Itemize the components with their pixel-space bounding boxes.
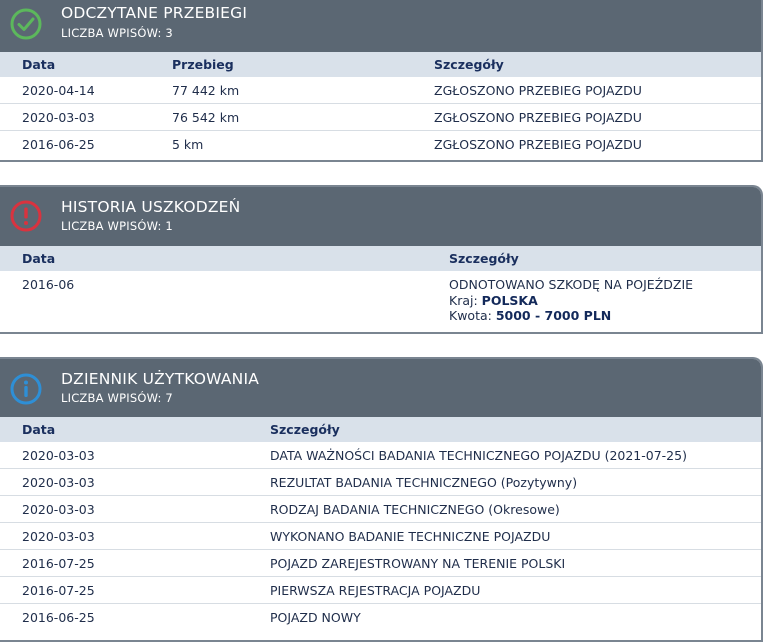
table-row	[0, 469, 761, 496]
usage-card	[0, 357, 763, 642]
column-header-date: Data	[22, 251, 56, 266]
row-details: REZULTAT BADANIA TECHNICZNEGO (Pozytywny)	[270, 475, 578, 490]
row-date: 2016-07-25	[22, 583, 95, 598]
country-label: Kraj:	[449, 292, 478, 308]
table-row	[0, 604, 761, 631]
row-mileage: 5 km	[172, 137, 204, 152]
column-header-date: Data	[22, 422, 56, 437]
row-date: 2016-06-25	[22, 610, 95, 625]
table-row	[0, 496, 761, 523]
mileage-card-header	[0, 0, 761, 52]
info-circle-icon	[10, 373, 42, 405]
row-date: 2016-06-25	[22, 137, 95, 152]
row-details: ZGŁOSZONO PRZEBIEG POJAZDU	[434, 110, 642, 125]
amount-label: Kwota:	[449, 308, 492, 323]
usage-count: LICZBA WPISÓW: 7	[61, 391, 173, 405]
row-date: 2020-03-03	[22, 448, 95, 463]
row-details: POJAZD NOWY	[270, 610, 361, 625]
row-date: 2020-03-03	[22, 475, 95, 490]
table-row	[0, 577, 761, 604]
row-details: ZGŁOSZONO PRZEBIEG POJAZDU	[434, 137, 642, 152]
row-mileage: 76 542 km	[172, 110, 240, 125]
damage-card-header	[0, 187, 761, 246]
mileage-count: LICZBA WPISÓW: 3	[61, 26, 173, 40]
damage-count: LICZBA WPISÓW: 1	[61, 219, 173, 233]
mileage-card	[0, 0, 763, 162]
column-header-date: Data	[22, 57, 56, 72]
row-mileage: 77 442 km	[172, 83, 240, 98]
mileage-title: ODCZYTANE PRZEBIEGI	[61, 4, 248, 22]
country-value: POLSKA	[481, 292, 538, 308]
column-header-details: Szczegóły	[270, 422, 340, 437]
table-row	[0, 271, 761, 331]
table-row	[0, 77, 761, 104]
row-date: 2020-03-03	[22, 110, 95, 125]
column-header-mileage: Przebieg	[172, 57, 234, 72]
row-details: PIERWSZA REJESTRACJA POJAZDU	[270, 583, 481, 598]
damage-title: HISTORIA USZKODZEŃ	[61, 198, 241, 216]
damage-card	[0, 185, 763, 334]
row-date: 2016-06	[22, 277, 75, 292]
row-details: POJAZD ZAREJESTROWANY NA TERENIE POLSKI	[270, 556, 566, 571]
damage-description: ODNOTOWANO SZKODĘ NA POJEŹDZIE	[449, 277, 694, 292]
row-details: RODZAJ BADANIA TECHNICZNEGO (Okresowe)	[270, 502, 560, 517]
table-row	[0, 131, 761, 158]
row-details: ZGŁOSZONO PRZEBIEG POJAZDU	[434, 83, 642, 98]
usage-title: DZIENNIK UŻYTKOWANIA	[61, 370, 260, 388]
row-details: WYKONANO BADANIE TECHNICZNE POJAZDU	[270, 529, 551, 544]
row-date: 2020-03-03	[22, 502, 95, 517]
table-row	[0, 104, 761, 131]
column-header-details: Szczegóły	[449, 251, 519, 266]
table-row	[0, 523, 761, 550]
amount-value: 5000 - 7000 PLN	[495, 308, 612, 323]
table-row	[0, 550, 761, 577]
mileage-column-headers	[0, 52, 761, 77]
column-header-details: Szczegóły	[434, 57, 504, 72]
row-date: 2020-03-03	[22, 529, 95, 544]
table-row	[0, 442, 761, 469]
usage-column-headers	[0, 417, 761, 442]
row-date: 2016-07-25	[22, 556, 95, 571]
exclamation-circle-icon	[10, 200, 42, 232]
damage-column-headers	[0, 246, 761, 271]
row-details	[449, 277, 693, 324]
row-date: 2020-04-14	[22, 83, 95, 98]
check-circle-icon	[10, 8, 42, 40]
row-details: DATA WAŻNOŚCI BADANIA TECHNICZNEGO POJAZDU (2021-07-25)	[270, 448, 687, 463]
usage-card-header	[0, 359, 761, 417]
